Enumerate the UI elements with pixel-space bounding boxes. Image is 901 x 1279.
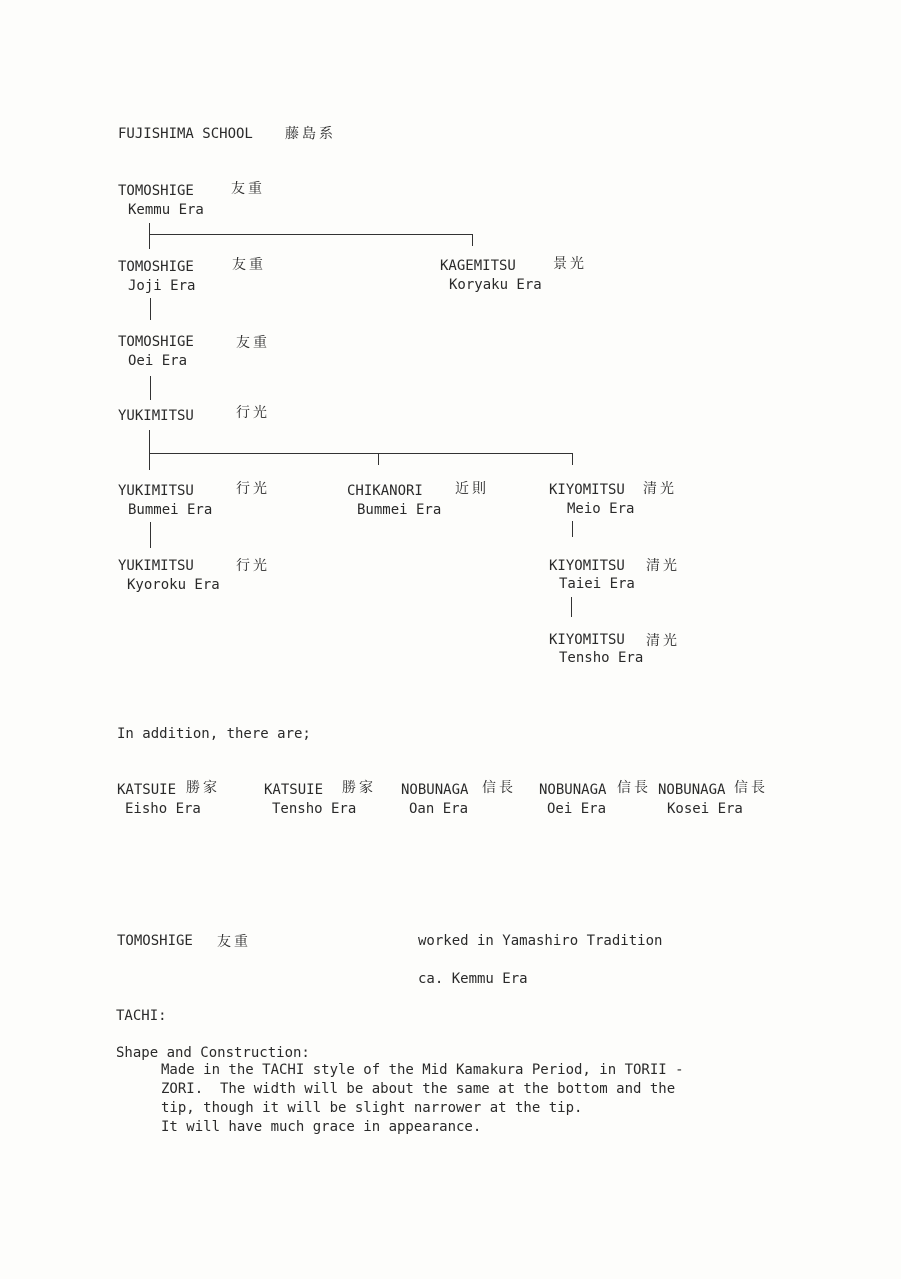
chikanori-name: CHIKANORI [347, 483, 423, 499]
subheading: Shape and Construction: [116, 1045, 310, 1061]
yukimitsu3-era: Kyoroku Era [127, 577, 220, 593]
tomoshige1-era: Kemmu Era [128, 202, 204, 218]
detail-tradition: worked in Yamashiro Tradition [418, 933, 663, 949]
tomoshige2-era: Joji Era [128, 278, 196, 294]
addition-name: NOBUNAGA [401, 782, 469, 798]
description-paragraph [161, 1061, 761, 1137]
kiyomitsu2-kanji: 清光 [646, 558, 680, 574]
yukimitsu2-era: Bummei Era [128, 502, 213, 518]
tree-line [150, 298, 151, 320]
tree-line [571, 597, 572, 617]
addition-kanji: 信長 [734, 780, 768, 796]
tree-line [572, 521, 573, 537]
yukimitsu1-name: YUKIMITSU [118, 408, 194, 424]
page-title-kanji: 藤島系 [285, 126, 336, 142]
section-heading: TACHI: [116, 1008, 167, 1024]
chikanori-kanji: 近則 [455, 481, 489, 497]
addition-kanji: 信長 [482, 780, 516, 796]
kagemitsu-era: Koryaku Era [449, 277, 542, 293]
description-line: It will have much grace in appearance. [161, 1119, 482, 1135]
tree-line [572, 453, 573, 465]
tomoshige3-era: Oei Era [128, 353, 188, 369]
kiyomitsu1-era: Meio Era [567, 501, 635, 517]
tree-line [149, 430, 150, 470]
description-line: Made in the TACHI style of the Mid Kamakura Period, in TORII - [161, 1062, 684, 1078]
addition-era: Eisho Era [125, 801, 201, 817]
detail-era: ca. Kemmu Era [418, 971, 528, 987]
tree-line [149, 234, 473, 235]
kagemitsu-kanji: 景光 [553, 256, 587, 272]
kiyomitsu1-name: KIYOMITSU [549, 482, 625, 498]
tomoshige2-kanji: 友重 [232, 257, 266, 273]
tree-line [149, 223, 150, 249]
kiyomitsu3-era: Tensho Era [559, 650, 644, 666]
kiyomitsu2-era: Taiei Era [559, 576, 635, 592]
description-line: tip, though it will be slight narrower at the tip. [161, 1100, 583, 1116]
addition-name: NOBUNAGA [539, 782, 607, 798]
addition-era: Oei Era [547, 801, 607, 817]
description-line: ZORI. The width will be about the same at the bottom and the [161, 1081, 676, 1097]
tomoshige3-kanji: 友重 [236, 335, 270, 351]
addition-kanji: 勝家 [186, 780, 220, 796]
tree-line [149, 453, 573, 454]
chikanori-era: Bummei Era [357, 502, 442, 518]
tomoshige1-kanji: 友重 [231, 181, 265, 197]
kiyomitsu3-name: KIYOMITSU [549, 632, 625, 648]
yukimitsu2-name: YUKIMITSU [118, 483, 194, 499]
tree-line [150, 376, 151, 400]
addition-era: Tensho Era [272, 801, 357, 817]
detail-kanji: 友重 [217, 934, 251, 950]
addition-kanji: 勝家 [342, 780, 376, 796]
kiyomitsu1-kanji: 清光 [643, 481, 677, 497]
tomoshige2-name: TOMOSHIGE [118, 259, 194, 275]
tree-line [472, 234, 473, 246]
page-title: FUJISHIMA SCHOOL [118, 126, 253, 142]
addition-era: Oan Era [409, 801, 469, 817]
tree-line [150, 522, 151, 548]
detail-name: TOMOSHIGE [117, 933, 193, 949]
kagemitsu-name: KAGEMITSU [440, 258, 516, 274]
tree-line [378, 453, 379, 465]
tomoshige1-name: TOMOSHIGE [118, 183, 194, 199]
yukimitsu1-kanji: 行光 [236, 405, 270, 421]
yukimitsu3-kanji: 行光 [236, 558, 270, 574]
tomoshige3-name: TOMOSHIGE [118, 334, 194, 350]
kiyomitsu2-name: KIYOMITSU [549, 558, 625, 574]
addition-name: NOBUNAGA [658, 782, 726, 798]
kiyomitsu3-kanji: 清光 [646, 633, 680, 649]
addition-era: Kosei Era [667, 801, 743, 817]
yukimitsu3-name: YUKIMITSU [118, 558, 194, 574]
addition-name: KATSUIE [264, 782, 324, 798]
addition-heading: In addition, there are; [117, 726, 311, 742]
yukimitsu2-kanji: 行光 [236, 481, 270, 497]
addition-name: KATSUIE [117, 782, 177, 798]
addition-kanji: 信長 [617, 780, 651, 796]
